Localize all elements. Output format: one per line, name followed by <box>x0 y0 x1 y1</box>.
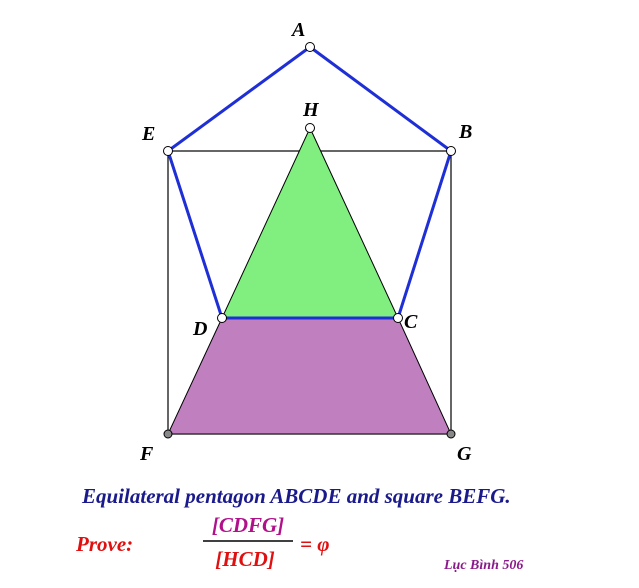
fraction-numerator: [CDFG] <box>211 513 285 537</box>
point-b <box>447 147 456 156</box>
trapezoid-cdfg <box>168 318 451 434</box>
prove-label: Prove: <box>76 532 134 556</box>
point-a <box>306 43 315 52</box>
problem-statement: Equilateral pentagon ABCDE and square BEFG. <box>82 484 511 508</box>
point-d <box>218 314 227 323</box>
label-c: C <box>404 311 418 333</box>
label-f: F <box>140 443 154 465</box>
label-a: A <box>292 19 306 41</box>
label-g: G <box>457 443 472 465</box>
fraction-denominator: [HCD] <box>215 547 275 571</box>
author-signature: Lục Bình 506 <box>444 558 524 573</box>
fraction-rhs: = φ <box>300 532 330 556</box>
label-d: D <box>193 318 208 340</box>
label-e: E <box>142 123 156 145</box>
point-e <box>164 147 173 156</box>
point-h <box>306 124 315 133</box>
label-b: B <box>459 121 473 143</box>
point-g <box>447 430 455 438</box>
point-c <box>394 314 403 323</box>
point-f <box>164 430 172 438</box>
label-h: H <box>303 99 319 121</box>
triangle-hcd <box>222 128 398 318</box>
